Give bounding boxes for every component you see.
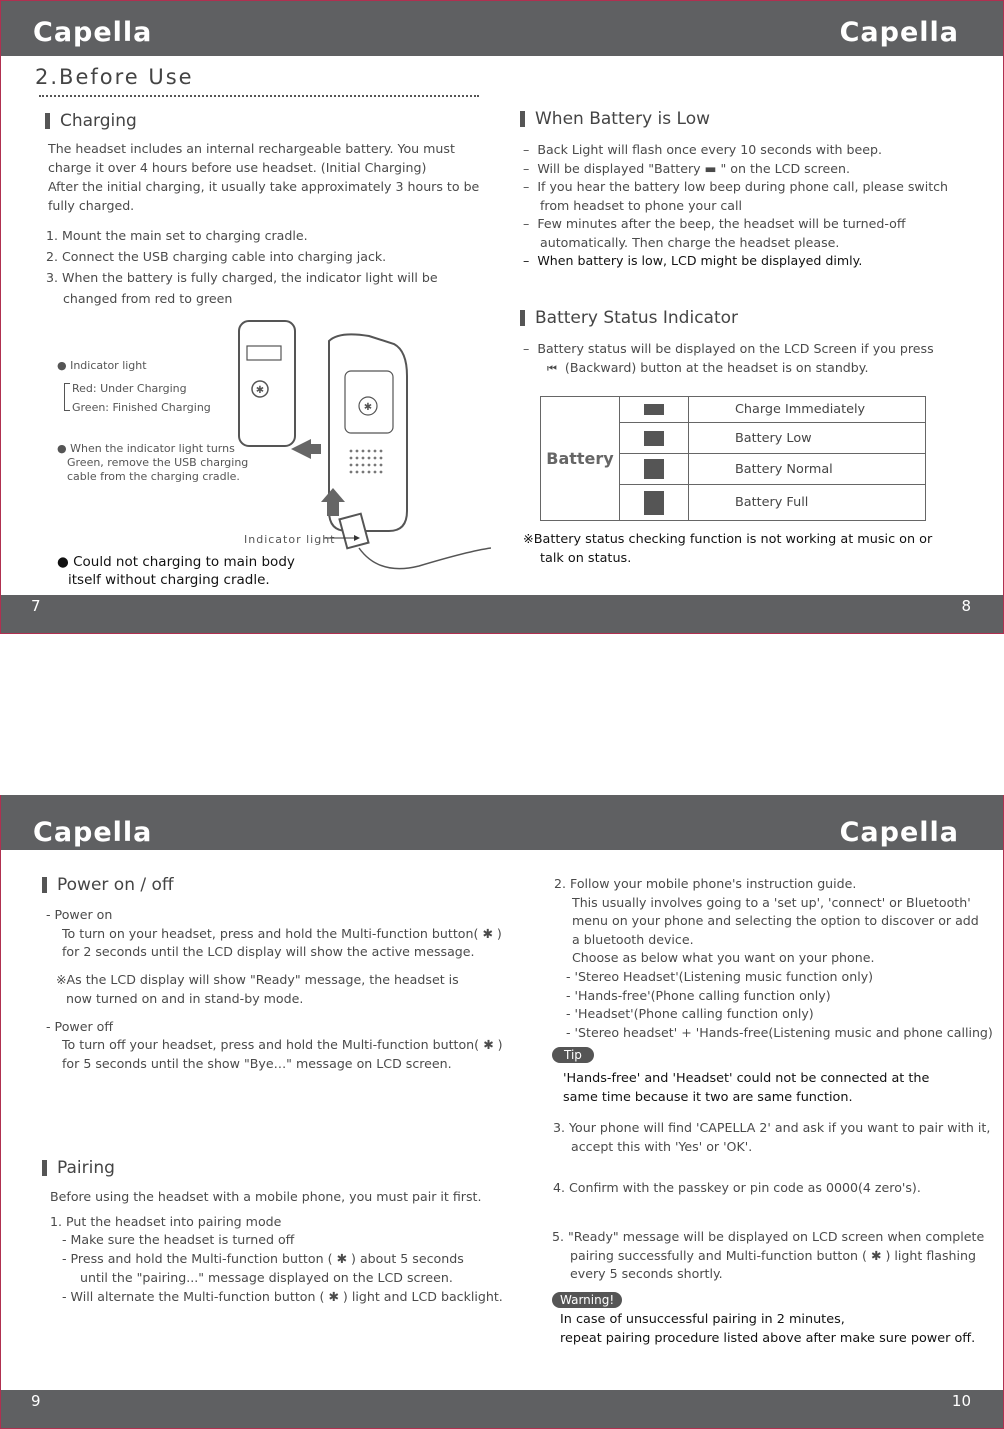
text-line: fully charged. xyxy=(48,198,135,213)
footer-band xyxy=(1,595,1003,633)
list-item: - 'Hands-free'(Phone calling function only) xyxy=(566,987,831,1003)
text-line: repeat pairing procedure listed above after make sure power off. xyxy=(560,1331,976,1346)
arrow-left-icon xyxy=(291,439,321,459)
pairing-step-2 xyxy=(554,875,993,1042)
pairing-text xyxy=(50,1188,503,1306)
list-item: – If you hear the battery low beep during phone call, please switch xyxy=(523,179,949,194)
list-item: – Back Light will flash once every 10 seconds with beep. xyxy=(523,142,882,157)
pairing-step-5 xyxy=(552,1228,984,1284)
battery-level-cell xyxy=(620,397,689,423)
battery-row-label: Battery Low xyxy=(689,423,926,454)
list-item-cont: until the "pairing..." message displayed on the LCD screen. xyxy=(80,1269,453,1285)
battery-table xyxy=(540,396,926,521)
text-line: ● Could not charging to main body xyxy=(57,554,295,570)
charging-steps xyxy=(46,225,438,309)
power-off-label: - Power off xyxy=(46,1018,114,1034)
text-line: Green, remove the USB charging xyxy=(67,456,249,469)
list-item-text: Few minutes after the beep, the headset will be turned-off xyxy=(537,216,906,231)
list-item: - Make sure the headset is turned off xyxy=(62,1232,295,1248)
text-line: talk on status. xyxy=(540,551,632,566)
list-item-text: Will be displayed "Battery ▬ " on the LCD screen. xyxy=(537,160,851,176)
step-3-cont: changed from red to green xyxy=(63,291,233,306)
section-title-battery-status: Battery Status Indicator xyxy=(520,310,738,326)
battery-note xyxy=(523,530,932,568)
text-line: ※As the LCD display will show "Ready" message, the headset is xyxy=(56,972,459,988)
page-number: 7 xyxy=(31,597,41,615)
indicator-red: Red: Under Charging xyxy=(72,382,187,395)
text-line: This usually involves going to a 'set up', 'connect' or Bluetooth' xyxy=(572,894,971,910)
battery-level-cell xyxy=(620,423,689,454)
pairing-step-4: 4. Confirm with the passkey or pin code as 0000(4 zero's). xyxy=(553,1180,921,1195)
page-number: 9 xyxy=(31,1392,41,1410)
text-line xyxy=(523,358,934,378)
text-line: To turn on your headset, press and hold the Multi-function button( ✱ ) xyxy=(62,925,502,941)
list-item-cont: from headset to phone your call xyxy=(540,197,743,213)
chapter-title: 2.Before Use xyxy=(35,65,194,89)
text-line: 'Hands-free' and 'Headset' could not be connected at the xyxy=(563,1071,930,1086)
battery-level-cell xyxy=(620,454,689,485)
battery-row-label: Battery Normal xyxy=(689,454,926,485)
warning-badge: Warning! xyxy=(552,1292,622,1308)
brand-logo: Capella xyxy=(33,17,153,48)
text-line: every 5 seconds shortly. xyxy=(570,1266,723,1282)
header-band xyxy=(1,1,1003,56)
text-span: Battery status will be displayed on the LCD Screen if you press xyxy=(537,341,934,356)
text-line: 3. Your phone will find 'CAPELLA 2' and ask if you want to pair with it, xyxy=(553,1120,991,1135)
text-line: a bluetooth device. xyxy=(572,931,694,947)
step-2: 2. Connect the USB charging cable into charging jack. xyxy=(46,249,387,264)
battery-row-label: Charge Immediately xyxy=(689,397,926,423)
charging-illustration xyxy=(229,316,491,591)
list-item: - Will alternate the Multi-function button ( ✱ ) light and LCD backlight. xyxy=(62,1288,503,1304)
battery-level-bar xyxy=(644,459,664,479)
text-line: Before using the headset with a mobile phone, you must pair it first. xyxy=(50,1189,482,1204)
usb-cable xyxy=(359,548,491,569)
text-line: ● When the indicator light turns xyxy=(57,442,235,455)
text-line: After the initial charging, it usually take approximately 3 hours to be xyxy=(48,179,480,194)
battery-level-bar xyxy=(644,491,664,515)
text-line: now turned on and in stand-by mode. xyxy=(66,990,304,1006)
svg-text:✱: ✱ xyxy=(363,402,373,413)
list-item: – When battery is low, LCD might be displayed dimly. xyxy=(523,253,863,268)
headset-screen xyxy=(247,346,281,360)
step-1: 1. Mount the main set to charging cradle. xyxy=(46,228,308,243)
battery-row-label: Battery Full xyxy=(689,485,926,521)
list-item-text: When battery is low, LCD might be displayed dimly. xyxy=(537,253,863,268)
text-line: To turn off your headset, press and hold the Multi-function button( ✱ ) xyxy=(62,1037,503,1053)
page-spread-7-8 xyxy=(0,0,1004,634)
text-line: for 2 seconds until the LCD display will show the active message. xyxy=(62,944,475,960)
status-text xyxy=(523,339,934,378)
indicator-note xyxy=(57,442,248,484)
step-3: 3. When the battery is fully charged, the indicator light will be xyxy=(46,270,438,285)
battery-level-cell xyxy=(620,485,689,521)
brand-logo: Capella xyxy=(839,17,959,48)
warning-text xyxy=(560,1310,975,1348)
page-number: 8 xyxy=(961,597,971,615)
text-line: 2. Follow your mobile phone's instruction guide. xyxy=(554,876,857,891)
charging-intro xyxy=(48,139,479,215)
brand-logo: Capella xyxy=(33,817,153,848)
text-line: charge it over 4 hours before use headset. (Initial Charging) xyxy=(48,160,427,175)
text-line: same time because it two are same function. xyxy=(563,1090,853,1105)
text-line: – Battery status will be displayed on the LCD Screen if you press xyxy=(523,341,934,356)
page-spread-9-10 xyxy=(0,795,1004,1429)
section-title-pairing: Pairing xyxy=(42,1160,115,1176)
text-line: ※Battery status checking function is not working at music on or xyxy=(523,532,933,547)
indicator-title: ● Indicator light xyxy=(57,359,147,372)
list-item-cont: automatically. Then charge the headset please. xyxy=(540,234,840,250)
page-number: 10 xyxy=(951,1392,971,1410)
step-1: 1. Put the headset into pairing mode xyxy=(50,1213,282,1229)
indicator-green: Green: Finished Charging xyxy=(72,401,211,414)
text-line: cable from the charging cradle. xyxy=(67,470,240,483)
battery-level-bar xyxy=(644,431,664,446)
pairing-step-3 xyxy=(553,1119,990,1156)
section-title-battery-low: When Battery is Low xyxy=(520,111,710,127)
list-item-text: If you hear the battery low beep during phone call, please switch xyxy=(537,179,949,194)
power-text xyxy=(46,906,503,1074)
text-line: Choose as below what you want on your phone. xyxy=(572,950,875,966)
power-on-label: - Power on xyxy=(46,907,113,922)
text-line: menu on your phone and selecting the option to discover or add xyxy=(572,913,979,929)
bluetooth-icon: ✱ xyxy=(255,385,265,396)
list-item: – Will be displayed "Battery ▬ " on the LCD screen. xyxy=(523,160,851,176)
list-item: - 'Headset'(Phone calling function only) xyxy=(566,1006,814,1022)
text-line: pairing successfully and Multi-function button ( ✱ ) light flashing xyxy=(570,1247,976,1263)
section-title-charging: Charging xyxy=(45,113,137,129)
battery-table-label: Battery xyxy=(541,397,620,521)
list-item: – Few minutes after the beep, the headset will be turned-off xyxy=(523,216,906,231)
list-item: - 'Stereo Headset'(Listening music function only) xyxy=(566,968,874,984)
footer-band xyxy=(1,1390,1003,1428)
tip-text xyxy=(563,1069,929,1107)
section-title-power: Power on / off xyxy=(42,877,174,893)
battery-level-bar xyxy=(644,404,664,415)
text-line: The headset includes an internal rechargeable battery. You must xyxy=(48,141,455,156)
dotted-divider xyxy=(39,95,479,97)
text-line: for 5 seconds until the show "Bye…" message on LCD screen. xyxy=(62,1055,452,1071)
text-line: accept this with 'Yes' or 'OK'. xyxy=(571,1138,753,1154)
list-item: - Press and hold the Multi-function button ( ✱ ) about 5 seconds xyxy=(62,1251,464,1267)
battery-low-list xyxy=(523,141,948,271)
brand-logo: Capella xyxy=(839,817,959,848)
text-line: In case of unsuccessful pairing in 2 minutes, xyxy=(560,1312,845,1327)
header-band xyxy=(1,795,1003,850)
text-span: (Backward) button at the headset is on standby. xyxy=(564,360,869,375)
text-line: 5. "Ready" message will be displayed on LCD screen when complete xyxy=(552,1229,985,1244)
indicator-light-label: Indicator light xyxy=(244,533,336,546)
headset-outline xyxy=(239,321,295,446)
list-item: - 'Stereo headset' + 'Hands-free(Listening music and phone calling) xyxy=(566,1024,993,1040)
tip-badge: Tip xyxy=(552,1047,594,1063)
bracket xyxy=(64,383,70,411)
backward-icon: ⏮ xyxy=(547,362,557,375)
text-line: itself without charging cradle. xyxy=(68,572,270,588)
list-item-text: Back Light will flash once every 10 seconds with beep. xyxy=(537,142,882,157)
